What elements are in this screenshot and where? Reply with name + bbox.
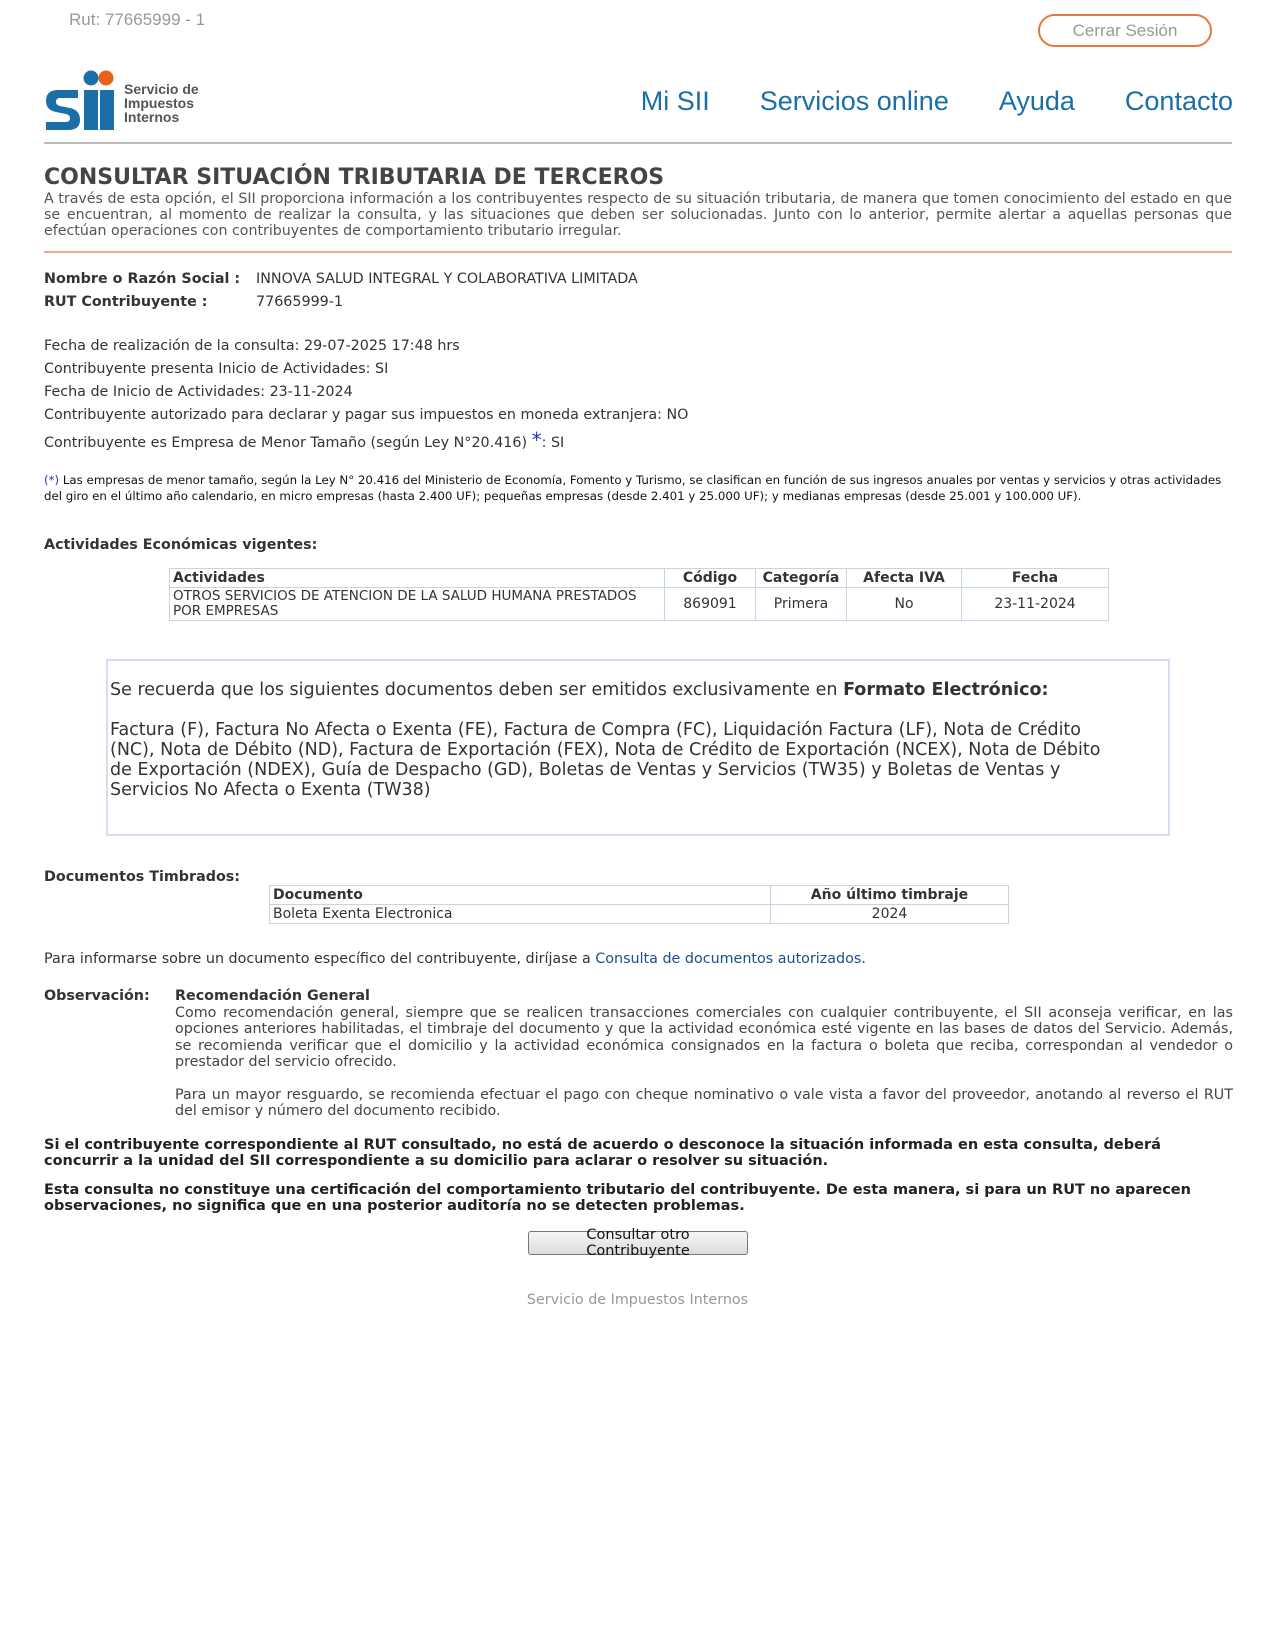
note-text: Las empresas de menor tamaño, según la Ley N° 20.416 del Ministerio de Economía, Fomento y Turismo, se clasifican en función de sus ingresos anuales por ventas y servicios y otras actividades del giro en el último año calendario, en micro empresas (hasta 2.400 UF); pequeñas empresas (desde 2.401 y 25.000 UF); y medianas empresas (desde 25.001 y 100.000 UF).: [44, 473, 1222, 503]
taxpayer-rut-label: RUT Contribuyente :: [44, 294, 208, 310]
stamped-table: [269, 885, 1009, 924]
sii-logo-icon: [44, 70, 124, 132]
stamped-heading: Documentos Timbrados:: [44, 869, 241, 885]
activity-start-flag: Contribuyente presenta Inicio de Actividades: SI: [44, 361, 389, 377]
taxpayer-name: INNOVA SALUD INTEGRAL Y COLABORATIVA LIMITADA: [256, 271, 638, 287]
logo-line: Impuestos: [124, 95, 195, 111]
small-company-note: [44, 472, 1234, 504]
sii-logo[interactable]: [44, 70, 214, 132]
footer-text: Servicio de Impuestos Internos: [526, 1292, 749, 1308]
col-categoria: Categoría: [756, 569, 847, 588]
col-codigo: Código: [665, 569, 756, 588]
observation-label: Observación:: [44, 988, 150, 1004]
electronic-intro: [110, 680, 1166, 700]
observation-body: [175, 988, 1233, 1120]
warning-no-certification: Esta consulta no constituye una certificación del comportamiento tributario del contribuyente. De esta manera, si para un RUT no aparecen observaciones, no significa que en una posterior auditoría no se detecten problemas.: [44, 1182, 1191, 1214]
taxpayer-name-row: [44, 271, 638, 287]
table-header-row: [170, 569, 1109, 588]
activity-name: OTROS SERVICIOS DE ATENCION DE LA SALUD HUMANA PRESTADOS POR EMPRESAS: [170, 588, 665, 621]
activity-start-date: Fecha de Inicio de Actividades: 23-11-2024: [44, 384, 353, 400]
taxpayer-name-label: Nombre o Razón Social :: [44, 271, 241, 287]
small-company-star: *: [531, 428, 542, 452]
electronic-format-notice: [106, 659, 1170, 836]
page-title: CONSULTAR SITUACIÓN TRIBUTARIA DE TERCEROS: [44, 165, 665, 190]
table-header-row: [270, 886, 1009, 905]
title-divider: [44, 251, 1232, 253]
nav-servicios-online[interactable]: Servicios online: [759, 86, 949, 116]
observation-p1: Como recomendación general, siempre que se realicen transacciones comerciales con cualquier contribuyente, el SII aconseja verificar, en las opciones anteriores habilitadas, el timbraje del documento y que la actividad económica esté vigente en las bases de datos del Servicio. Además, se recomienda verificar que el domicilio y la actividad económica consignados en la factura o boleta que reciba, correspondan al vendedor o prestador del servicio ofrecido.: [175, 1004, 1233, 1070]
col-afecta-iva: Afecta IVA: [847, 569, 962, 588]
table-row: [270, 905, 1009, 924]
info-link-suffix: .: [861, 951, 866, 967]
electronic-intro-text: Se recuerda que los siguientes documentos deben ser emitidos exclusivamente en: [110, 680, 838, 700]
small-company-flag: [44, 428, 564, 452]
info-link-row: [44, 951, 866, 967]
main-nav: [641, 86, 1233, 117]
observation-title: Recomendación General: [175, 988, 370, 1004]
info-link-prefix: Para informarse sobre un documento específico del contribuyente, diríjase a: [44, 951, 591, 967]
warning-disagree: Si el contribuyente correspondiente al RUT consultado, no está de acuerdo o desconoce la situación informada en esta consulta, deberá concurrir a la unidad del SII correspondiente a su domicilio para aclarar o resolver su situación.: [44, 1137, 1161, 1169]
activities-heading: Actividades Económicas vigentes:: [44, 537, 318, 553]
note-marker: (*): [44, 473, 60, 487]
page-intro: A través de esta opción, el SII proporciona información a los contribuyentes respecto de su situación tributaria, de manera que tomen conocimiento del estado en que se encuentran, al momento de realizar la consulta, y las situaciones que deben ser solucionadas. Junto con lo anterior, permite alertar a aquellas personas que efectúan operaciones con contribuyentes de comportamiento tributario irregular.: [44, 191, 1232, 239]
authorized-docs-link[interactable]: Consulta de documentos autorizados: [595, 951, 862, 967]
consult-other-button[interactable]: Consultar otro Contribuyente: [528, 1231, 748, 1255]
nav-contacto[interactable]: Contacto: [1124, 86, 1233, 116]
table-row: [170, 588, 1109, 621]
col-fecha: Fecha: [962, 569, 1109, 588]
activities-table: [169, 568, 1109, 621]
small-company-label: Contribuyente es Empresa de Menor Tamaño (según Ley N°20.416): [44, 435, 528, 451]
activity-iva: No: [847, 588, 962, 621]
observation-p2: Para un mayor resguardo, se recomienda efectuar el pago con cheque nominativo o vale vista a favor del proveedor, anotando al reverso el RUT del emisor y número del documento recibido.: [175, 1086, 1233, 1119]
activity-date: 23-11-2024: [962, 588, 1109, 621]
logo-line: Internos: [124, 109, 180, 125]
stamped-document: Boleta Exenta Electronica: [270, 905, 771, 924]
taxpayer-rut-row: [44, 294, 343, 310]
logo-line: Servicio de: [124, 81, 199, 97]
activity-category: Primera: [756, 588, 847, 621]
foreign-currency-flag: Contribuyente autorizado para declarar y pagar sus impuestos en moneda extranjera: NO: [44, 407, 689, 423]
header-divider: [44, 142, 1232, 144]
logout-button[interactable]: Cerrar Sesión: [1038, 14, 1212, 47]
col-documento: Documento: [270, 886, 771, 905]
taxpayer-rut: 77665999-1: [256, 294, 344, 310]
col-anio-timbraje: Año último timbraje: [771, 886, 1009, 905]
col-actividades: Actividades: [170, 569, 665, 588]
nav-mi-sii[interactable]: Mi SII: [640, 86, 710, 116]
stamped-year: 2024: [771, 905, 1009, 924]
consult-date: Fecha de realización de la consulta: 29-07-2025 17:48 hrs: [44, 338, 460, 354]
electronic-intro-bold: Formato Electrónico:: [843, 680, 1049, 700]
rut-display: Rut: 77665999 - 1: [69, 10, 206, 29]
activity-code: 869091: [665, 588, 756, 621]
electronic-doc-list: Factura (F), Factura No Afecta o Exenta (FE), Factura de Compra (FC), Liquidación Factura (LF), Nota de Crédito (NC), Nota de Débito (ND), Factura de Exportación (FEX), Nota de Crédito de Exportación (NCEX), Nota de Débito de Exportación (NDEX), Guía de Despacho (GD), Boletas de Ventas y Servicios (TW35) y Boletas de Ventas y Servicios No Afecta o Exenta (TW38): [110, 720, 1101, 800]
nav-ayuda[interactable]: Ayuda: [998, 86, 1075, 116]
small-company-value: : SI: [541, 435, 565, 451]
